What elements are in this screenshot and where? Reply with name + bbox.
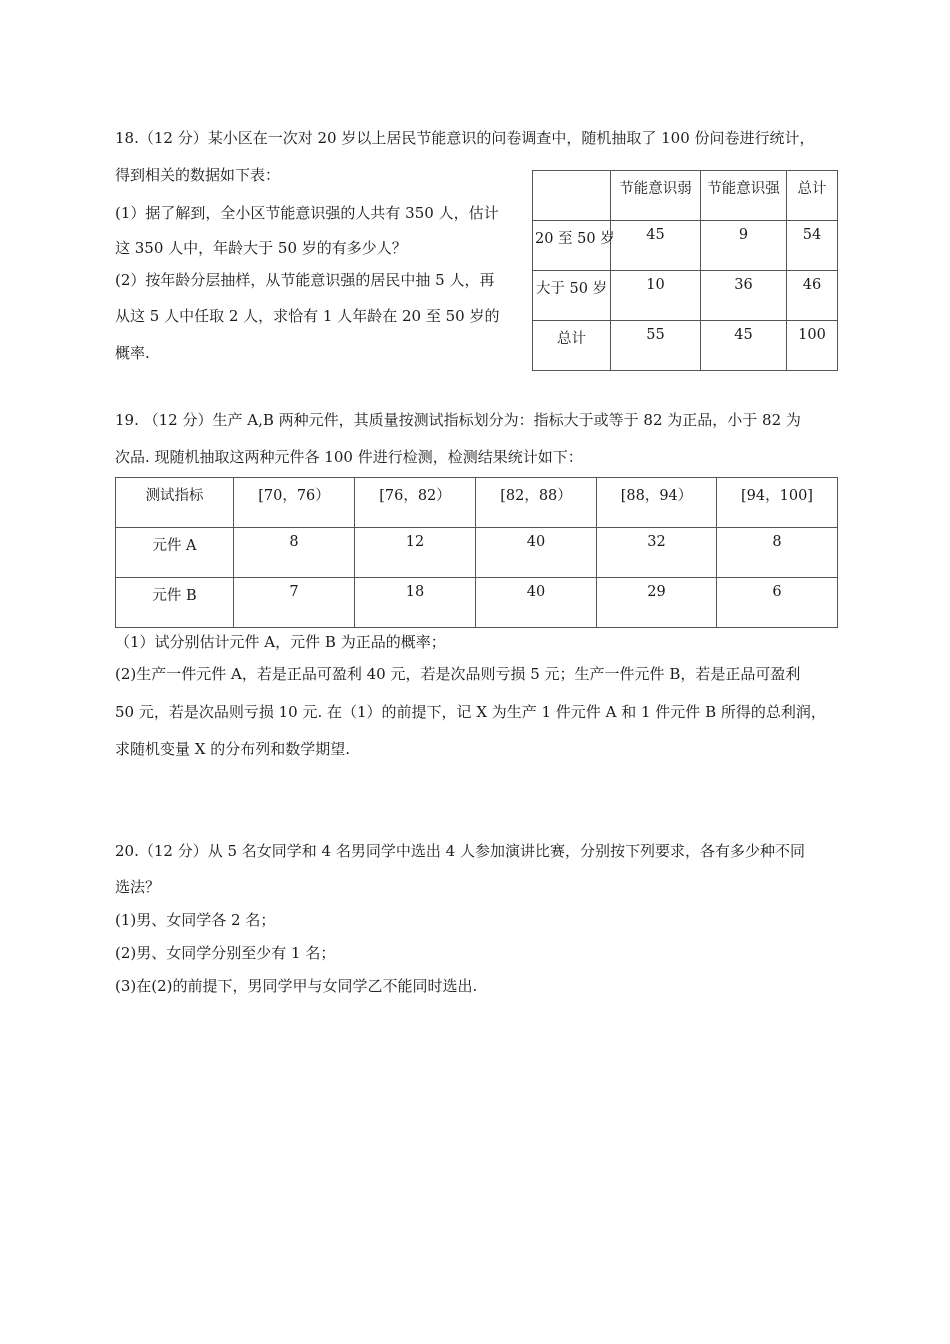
table-row xyxy=(533,271,838,321)
table-row xyxy=(116,578,838,628)
q19-part-2-line-2: 50 元，若是次品则亏损 10 元. 在（1）的前提下，记 X 为生产 1 件元件 A 和 1 件元件 B 所得的总利润， xyxy=(115,703,826,721)
table-row xyxy=(533,321,838,371)
q18-survey-table xyxy=(532,170,838,371)
table-cell: 54 xyxy=(787,221,838,271)
table-cell: 18 xyxy=(355,578,476,628)
q18-line-6: 从这 5 人中任取 2 人，求恰有 1 人年龄在 20 至 50 岁的 xyxy=(115,307,500,325)
q18-line-1: 18.（12 分）某小区在一次对 20 岁以上居民节能意识的问卷调查中，随机抽取了 100 份问卷进行统计， xyxy=(115,129,815,147)
table-cell: 6 xyxy=(717,578,838,628)
table-row-label: 大于 50 岁 xyxy=(533,271,611,321)
table-header-cell: [76，82） xyxy=(355,478,476,528)
table-cell: 10 xyxy=(611,271,701,321)
table-cell: 7 xyxy=(234,578,355,628)
table-header-cell: [88，94） xyxy=(597,478,717,528)
table-cell xyxy=(533,171,611,221)
q20-line-1: 20.（12 分）从 5 名女同学和 4 名男同学中选出 4 人参加演讲比赛，分别按下列要求，各有多少种不同 xyxy=(115,842,805,860)
q18-line-3: (1）据了解到，全小区节能意识强的人共有 350 人，估计 xyxy=(115,204,499,222)
q18-line-2: 得到相关的数据如下表： xyxy=(115,166,281,184)
table-row xyxy=(116,528,838,578)
table-row-label: 元件 A xyxy=(116,528,234,578)
table-header-cell: 节能意识弱 xyxy=(611,171,701,221)
q19-part-2-line-3: 求随机变量 X 的分布列和数学期望. xyxy=(115,740,350,758)
table-header-cell: [82，88） xyxy=(476,478,597,528)
table-cell: 12 xyxy=(355,528,476,578)
table-cell: 9 xyxy=(701,221,787,271)
table-cell: 55 xyxy=(611,321,701,371)
q20-line-2: 选法？ xyxy=(115,878,161,896)
q18-line-5: (2）按年龄分层抽样，从节能意识强的居民中抽 5 人，再 xyxy=(115,271,495,289)
table-header-row xyxy=(533,171,838,221)
table-row-label: 元件 B xyxy=(116,578,234,628)
table-cell: 100 xyxy=(787,321,838,371)
table-cell: 8 xyxy=(717,528,838,578)
table-cell: 45 xyxy=(701,321,787,371)
q20-line-5: (3)在(2)的前提下，男同学甲与女同学乙不能同时选出. xyxy=(115,977,478,995)
table-header-cell: 总计 xyxy=(787,171,838,221)
table-row-label: 20 至 50 岁 xyxy=(533,221,611,271)
table-cell: 29 xyxy=(597,578,717,628)
q18-line-4: 这 350 人中，年龄大于 50 岁的有多少人？ xyxy=(115,239,407,257)
q20-line-4: (2)男、女同学分别至少有 1 名； xyxy=(115,944,336,962)
table-header-row xyxy=(116,478,838,528)
table-cell: 45 xyxy=(611,221,701,271)
table-cell: 40 xyxy=(476,528,597,578)
q20-line-3: (1)男、女同学各 2 名； xyxy=(115,911,276,929)
table-cell: 40 xyxy=(476,578,597,628)
table-row xyxy=(533,221,838,271)
q19-part-1: （1）试分别估计元件 A，元件 B 为正品的概率； xyxy=(115,633,446,651)
table-cell: 32 xyxy=(597,528,717,578)
q19-intro-line-1: 19. （12 分）生产 A,B 两种元件，其质量按测试指标划分为：指标大于或等于 82 为正品，小于 82 为 xyxy=(115,411,801,429)
table-cell: 46 xyxy=(787,271,838,321)
q19-part-2-line-1: (2)生产一件元件 A，若是正品可盈利 40 元，若是次品则亏损 5 元；生产一件元件 B，若是正品可盈利 xyxy=(115,665,801,683)
table-header-cell: [70，76） xyxy=(234,478,355,528)
q18-line-7: 概率. xyxy=(115,344,150,362)
q19-intro-line-2: 次品. 现随机抽取这两种元件各 100 件进行检测，检测结果统计如下： xyxy=(115,448,583,466)
table-row-label: 总计 xyxy=(533,321,611,371)
table-cell: 8 xyxy=(234,528,355,578)
table-header-cell: 测试指标 xyxy=(116,478,234,528)
table-header-cell: 节能意识强 xyxy=(701,171,787,221)
table-header-cell: [94，100] xyxy=(717,478,838,528)
q19-test-results-table xyxy=(115,477,838,628)
table-cell: 36 xyxy=(701,271,787,321)
